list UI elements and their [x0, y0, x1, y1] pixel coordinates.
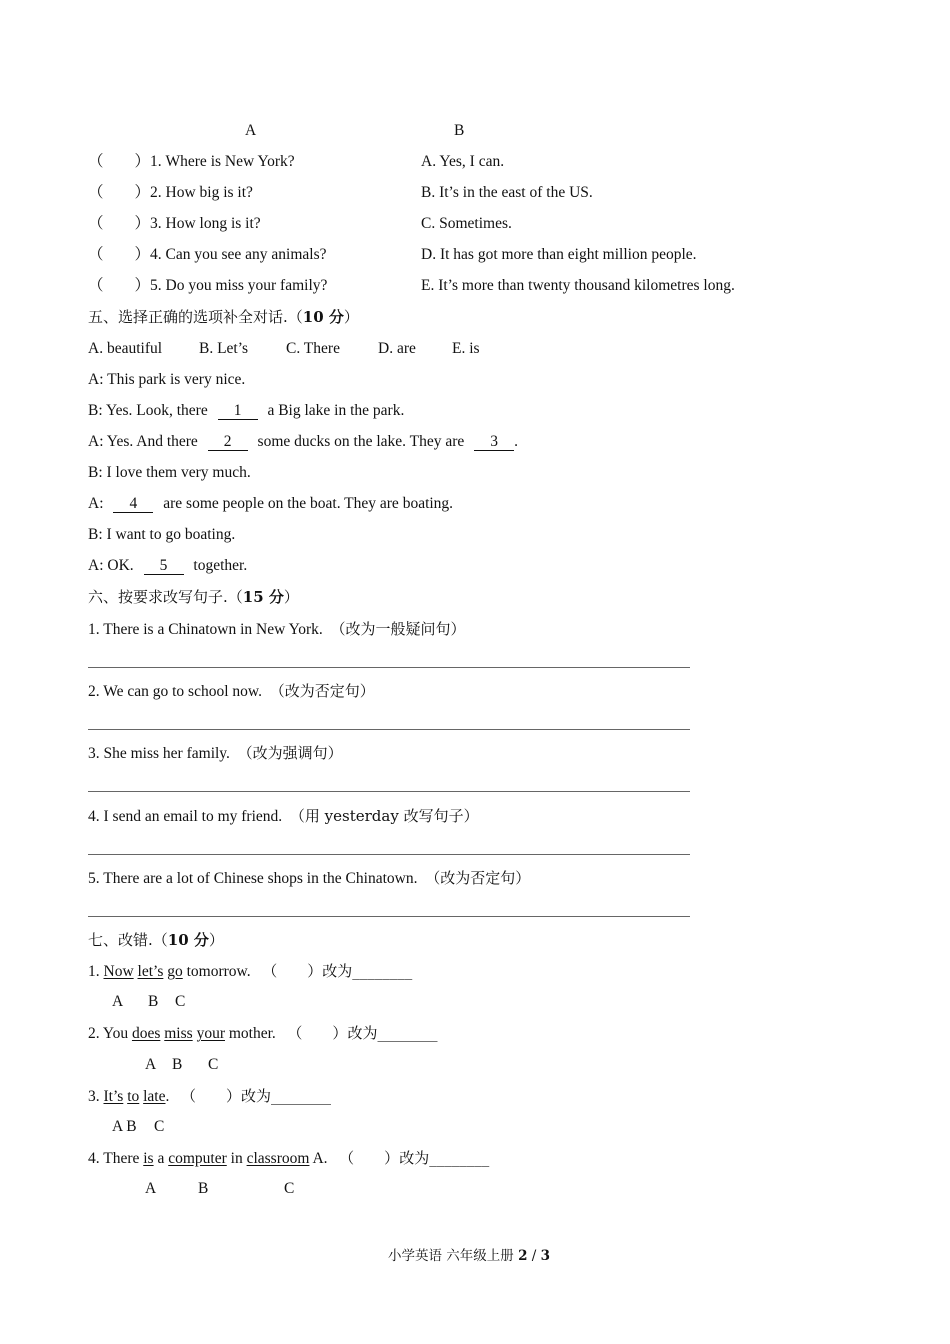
answer-paren[interactable]: （ ） — [181, 1087, 242, 1105]
dialogue-line: B: I love them very much. — [88, 464, 251, 481]
dialogue-line: A: 4 are some people on the boat. They are boating. — [88, 495, 454, 512]
rewrite-item: 4. I send an email to my friend. （用 yesterday 改写句子） — [88, 807, 479, 825]
answer-option: B. It’s in the east of the US. — [421, 184, 593, 201]
correction-item: 2. You does miss your mother. （ ）改为________ — [88, 1024, 438, 1042]
option-a: A. beautiful — [88, 340, 163, 357]
rewrite-item: 3. She miss her family. （改为强调句） — [88, 744, 343, 762]
answer-line[interactable] — [88, 791, 690, 792]
answer-paren[interactable]: （ ） — [88, 215, 151, 232]
answer-line[interactable] — [88, 667, 690, 668]
change-to-blank[interactable]: 改为________ — [322, 962, 413, 980]
underlined-a: does — [131, 1025, 161, 1042]
correction-item: 1. Now let’s go tomorrow. （ ）改为________ — [88, 962, 413, 980]
correction-item: 4. There is a computer in classroom A. （ ）改为________ — [88, 1149, 490, 1167]
answer-paren[interactable]: （ ） — [88, 277, 151, 294]
section-7-title: 七、改错.（10 分） — [88, 931, 224, 949]
question-text: 1. Where is New York? — [150, 153, 295, 170]
dialogue-line: A: OK. 5 together. — [88, 557, 248, 574]
rewrite-item: 5. There are a lot of Chinese shops in the Chinatown. （改为否定句） — [88, 869, 531, 887]
page-footer: 小学英语 六年级上册 2 / 3 — [388, 1248, 551, 1264]
answer-option: E. It’s more than twenty thousand kilometres long. — [421, 277, 735, 294]
dialogue-line: B: I want to go boating. — [88, 526, 236, 543]
underlined-c: your — [196, 1025, 225, 1042]
page-total: 3 — [540, 1248, 551, 1264]
underlined-b: let’s — [137, 963, 164, 980]
option-b: B. Let’s — [199, 340, 249, 357]
answer-paren[interactable]: （ ） — [88, 246, 151, 263]
underlined-b: computer — [168, 1150, 227, 1167]
underlined-c: go — [167, 963, 183, 980]
blank-3[interactable]: 3 — [474, 433, 514, 451]
answer-line[interactable] — [88, 729, 690, 730]
option-e: E. is — [452, 340, 480, 357]
question-text: 4. Can you see any animals? — [150, 246, 327, 263]
section-5-title: 五、选择正确的选项补全对话.（10 分） — [88, 308, 359, 326]
page-number: 2 — [518, 1248, 528, 1264]
answer-line[interactable] — [88, 854, 690, 855]
section-6-title: 六、按要求改写句子.（15 分） — [88, 588, 299, 606]
blank-5[interactable]: 5 — [144, 557, 184, 575]
underlined-a: It’s — [103, 1088, 124, 1105]
underlined-c: classroom — [246, 1150, 310, 1167]
question-text: 2. How big is it? — [150, 184, 253, 201]
matching-row — [88, 245, 327, 265]
section-5-score: 10 分 — [302, 308, 344, 326]
underlined-c: late — [143, 1088, 166, 1105]
underlined-a: Now — [103, 963, 134, 980]
dialogue-line: A: This park is very nice. — [88, 371, 246, 388]
dialogue-line: B: Yes. Look, there 1 a Big lake in the park. — [88, 402, 405, 419]
change-to-blank[interactable]: 改为________ — [241, 1087, 332, 1105]
matching-row — [88, 152, 295, 172]
answer-paren[interactable]: （ ） — [88, 153, 151, 170]
answer-paren[interactable]: （ ） — [339, 1149, 400, 1167]
answer-option: D. It has got more than eight million people. — [421, 246, 697, 263]
underlined-b: miss — [164, 1025, 193, 1042]
answer-paren[interactable]: （ ） — [88, 184, 151, 201]
blank-2[interactable]: 2 — [208, 433, 248, 451]
blank-4[interactable]: 4 — [113, 495, 153, 513]
section-5-options — [88, 339, 480, 359]
correction-item: 3. It’s to late. （ ）改为________ — [88, 1087, 332, 1105]
rewrite-item: 2. We can go to school now. （改为否定句） — [88, 682, 375, 700]
section-6-score: 15 分 — [242, 588, 284, 606]
footer-title: 小学英语 六年级上册 — [388, 1248, 514, 1264]
matching-row — [88, 183, 253, 203]
dialogue-line: A: Yes. And there 2 some ducks on the lake. They are 3 . — [88, 433, 519, 450]
answer-option: A. Yes, I can. — [421, 153, 505, 170]
section-7-score: 10 分 — [167, 931, 209, 949]
column-b-header: B — [454, 122, 465, 139]
change-to-blank[interactable]: 改为________ — [347, 1024, 438, 1042]
answer-line[interactable] — [88, 916, 690, 917]
change-to-blank[interactable]: 改为________ — [399, 1149, 490, 1167]
answer-paren[interactable]: （ ） — [287, 1024, 348, 1042]
option-d: D. are — [378, 340, 416, 357]
matching-row — [88, 276, 327, 296]
blank-1[interactable]: 1 — [218, 402, 258, 420]
option-c: C. There — [286, 340, 340, 357]
question-text: 3. How long is it? — [150, 215, 261, 232]
answer-option: C. Sometimes. — [421, 215, 512, 232]
underlined-a: is — [143, 1150, 154, 1167]
column-a-header: A — [245, 122, 257, 139]
matching-row — [88, 214, 261, 234]
rewrite-item: 1. There is a Chinatown in New York. （改为一般疑问句） — [88, 620, 466, 638]
answer-paren[interactable]: （ ） — [262, 962, 323, 980]
underlined-b: to — [127, 1088, 140, 1105]
question-text: 5. Do you miss your family? — [150, 277, 328, 294]
